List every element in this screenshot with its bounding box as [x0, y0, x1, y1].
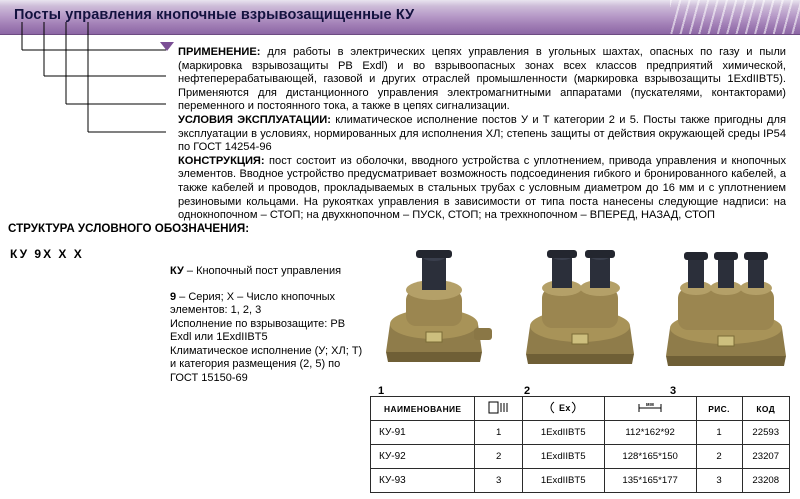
- svg-text:Ex: Ex: [559, 403, 572, 413]
- cell-name: КУ-92: [371, 445, 475, 469]
- specification-table: [370, 396, 790, 493]
- count-icon: [488, 401, 510, 414]
- button-post-1-illustration: [370, 228, 498, 380]
- header-dimensions: [604, 397, 696, 421]
- legend-series-text: – Серия; Х – Число кнопочных элементов: 1, 2, 3: [170, 291, 336, 317]
- header-stripe-decor: [670, 0, 800, 34]
- legend-item-series: [170, 291, 360, 318]
- cell-dimensions: 112*162*92: [604, 421, 696, 445]
- dimensions-icon: [636, 401, 664, 414]
- cell-count: 2: [475, 445, 522, 469]
- operating-conditions-text: климатическое исполнение постов У и Т категории 2 и 5. Посты также пригодны для эксплуатации в условиях, нормированных для исполнения ХЛ; степень защиты от действия окружающей среды IP54 по ГОСТ 14254-96: [178, 113, 786, 154]
- cell-name: КУ-91: [371, 421, 475, 445]
- header-code: КОД: [742, 397, 790, 421]
- application-label: ПРИМЕНЕНИЕ:: [178, 46, 261, 58]
- structure-caption: СТРУКТУРА УСЛОВНОГО ОБОЗНАЧЕНИЯ:: [8, 222, 250, 235]
- photo-1-label: 1: [378, 385, 385, 397]
- construction-text: пост состоит из оболочки, вводного устройства с уплотнением, привода управления и кнопочных элементов. Вводное устройство предусматривает возможность подсоединения гибкого и бронированного кабелей, а также кабелей и проводов, прокладываемых в стальных трубах с условным диаметром до 16 мм и с уплотнением резиновыми кольцами. На рукоятках управления в зависимости от типа поста нанесены следующие надписи: на однокнопочном – СТОП; на двухкнопочном – ПУСК, СТОП; на трехкнопочном – ВПЕРЕД, НАЗАД, СТОП: [178, 154, 786, 222]
- cell-figure: 1: [696, 421, 742, 445]
- legend-item-ku: [170, 265, 360, 278]
- svg-text:мм: мм: [646, 402, 655, 408]
- application-text: для работы в электрических цепях управления в угольных шахтах, опасных по газу и пыли (маркировка взрывозащиты РВ Exdl) и во взрывоопасных зонах всех классов предприятий химической, нефтеперерабатывающей, газовой и других отраслей промышленности (маркировка взрывозащиты 1ExdIIBT5). Применяются для дистанционного управления электромагнитными аппаратами (пускателями, контакторами) переменного и постоянного тока, а также в цепях сигнализации.: [178, 46, 786, 113]
- construction-paragraph: [178, 155, 786, 223]
- button-post-2-photo: [516, 228, 644, 380]
- legend-item-climate: [170, 345, 365, 385]
- button-post-3-illustration: [662, 228, 790, 380]
- page-title: Посты управления кнопочные взрывозащищенные КУ: [14, 7, 415, 23]
- table-row: [371, 421, 790, 445]
- header-count: [475, 397, 522, 421]
- photo-3-label: 3: [670, 385, 677, 397]
- product-photos: [370, 228, 792, 397]
- cell-dimensions: 135*165*177: [604, 469, 696, 493]
- photo-2-label: 2: [524, 385, 531, 397]
- construction-label: КОНСТРУКЦИЯ:: [178, 154, 265, 167]
- cell-ex: 1ExdIIBT5: [522, 469, 604, 493]
- operating-conditions-label: УСЛОВИЯ ЭКСПЛУАТАЦИИ:: [178, 113, 331, 126]
- cell-ex: 1ExdIIBT5: [522, 445, 604, 469]
- designation-code: КУ 9Х Х Х: [10, 247, 84, 261]
- cell-count: 1: [475, 421, 522, 445]
- table-row: [371, 445, 790, 469]
- button-post-2-illustration: [516, 228, 644, 380]
- table-header-row: [371, 397, 790, 421]
- table-body: [371, 421, 790, 493]
- designation-bracket-tree: [0, 0, 360, 140]
- cell-figure: 2: [696, 445, 742, 469]
- cell-code: 22593: [742, 421, 790, 445]
- cell-code: 23207: [742, 445, 790, 469]
- header-name: НАИМЕНОВАНИЕ: [371, 397, 475, 421]
- cell-figure: 3: [696, 469, 742, 493]
- cell-dimensions: 128*165*150: [604, 445, 696, 469]
- ex-icon: [550, 401, 576, 414]
- header-figure: РИС.: [696, 397, 742, 421]
- button-post-1-photo: [370, 228, 498, 380]
- header-ex: [522, 397, 604, 421]
- cell-ex: 1ExdIIBT5: [522, 421, 604, 445]
- legend-explosion-text: Исполнение по взрывозащите: РВ Exdl или 1ExdIIBT5: [170, 318, 346, 344]
- legend-series-bold: 9: [170, 291, 177, 303]
- legend-ku-text: – Кнопочный пост управления: [183, 265, 342, 277]
- cell-name: КУ-93: [371, 469, 475, 493]
- legend-climate-text: Климатическое исполнение (У; ХЛ; Т) и категория размещения (2, 5) по ГОСТ 15150-69: [170, 345, 363, 384]
- cell-code: 23208: [742, 469, 790, 493]
- table-row: [371, 469, 790, 493]
- cell-count: 3: [475, 469, 522, 493]
- button-post-3-photo: [662, 228, 790, 380]
- legend-ku-bold: КУ: [170, 265, 184, 277]
- legend-item-explosion-protection: [170, 318, 365, 345]
